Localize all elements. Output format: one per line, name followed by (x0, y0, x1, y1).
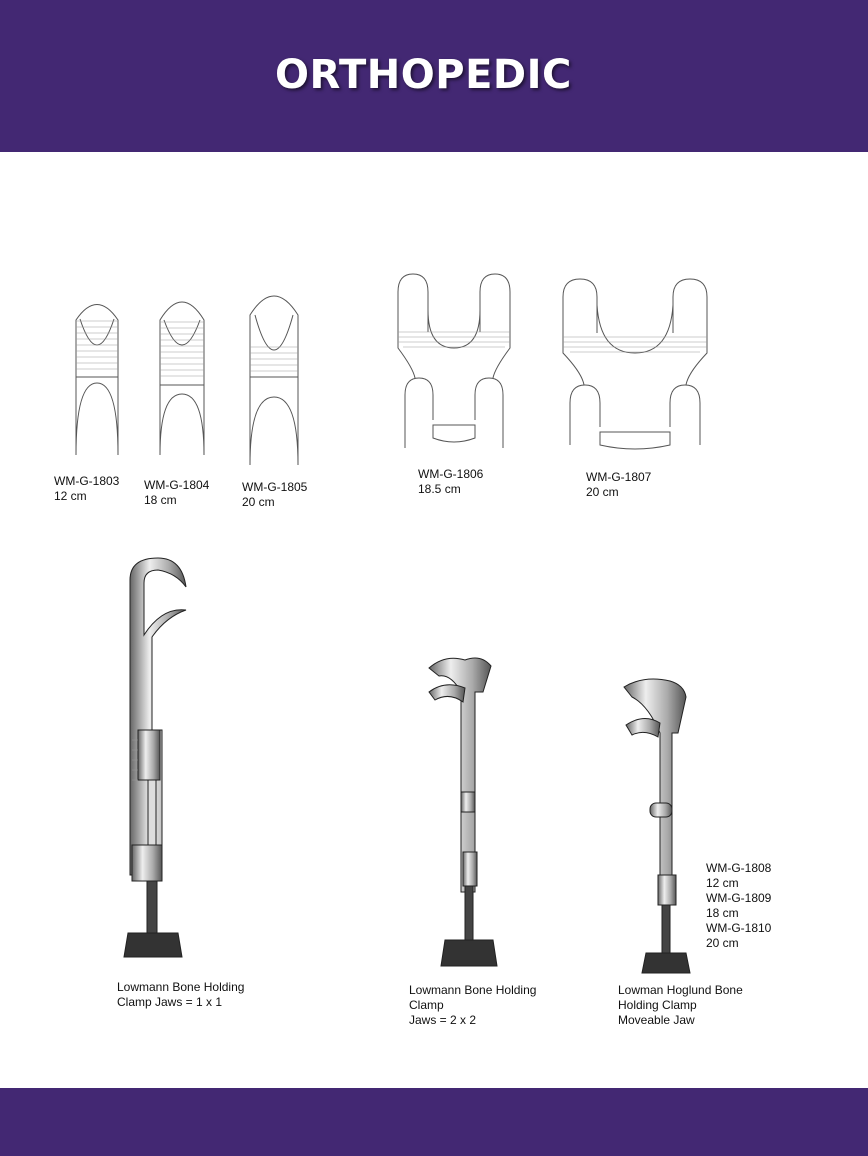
jaw-illustration-1806 (395, 270, 515, 455)
hoglund-code-list (706, 861, 771, 951)
product-size: 20 cm (706, 936, 739, 950)
jaw-illustration-1804 (155, 290, 209, 470)
clamp-label-2x2 (409, 983, 536, 1028)
product-code: WM-G-1804 (144, 478, 210, 492)
product-code: WM-G-1809 (706, 891, 772, 905)
clamp-line: Jaws = 2 x 2 (409, 1013, 477, 1027)
clamp-label-hoglund (618, 983, 743, 1028)
hoglund-clamp-illustration (620, 675, 700, 975)
clamp-line: Clamp (409, 998, 444, 1012)
product-size: 12 cm (54, 489, 87, 503)
product-label-1807 (586, 470, 651, 500)
product-size: 18 cm (144, 493, 177, 507)
clamp-line: Lowmann Bone Holding (409, 983, 537, 997)
clamp-line: Lowmann Bone Holding (117, 980, 245, 994)
clamp-line: Lowman Hoglund Bone (618, 983, 743, 997)
clamp-label-1x1 (117, 980, 244, 1010)
product-label-1805 (242, 480, 307, 510)
jaw-illustration-1805 (245, 285, 303, 475)
footer-bar (0, 1088, 868, 1156)
product-size: 12 cm (706, 876, 739, 890)
product-code: WM-G-1807 (586, 470, 652, 484)
product-size: 20 cm (586, 485, 619, 499)
product-label-1806 (418, 467, 483, 497)
product-code: WM-G-1808 (706, 861, 772, 875)
clamp-line: Clamp Jaws = 1 x 1 (117, 995, 223, 1009)
product-size: 20 cm (242, 495, 275, 509)
product-label-1804 (144, 478, 209, 508)
page-title: ORTHOPEDIC (275, 52, 572, 98)
bone-clamp-2x2-illustration (425, 652, 505, 972)
header-bar (0, 0, 868, 152)
clamp-line: Holding Clamp (618, 998, 697, 1012)
product-size: 18.5 cm (418, 482, 461, 496)
clamp-line: Moveable Jaw (618, 1013, 695, 1027)
product-code: WM-G-1805 (242, 480, 308, 494)
jaw-illustration-1807 (560, 275, 710, 455)
jaw-illustration-1803 (70, 295, 124, 470)
bone-clamp-1x1-illustration (118, 555, 198, 975)
product-code: WM-G-1810 (706, 921, 772, 935)
product-code: WM-G-1806 (418, 467, 484, 481)
product-size: 18 cm (706, 906, 739, 920)
product-label-1803 (54, 474, 119, 504)
product-code: WM-G-1803 (54, 474, 120, 488)
